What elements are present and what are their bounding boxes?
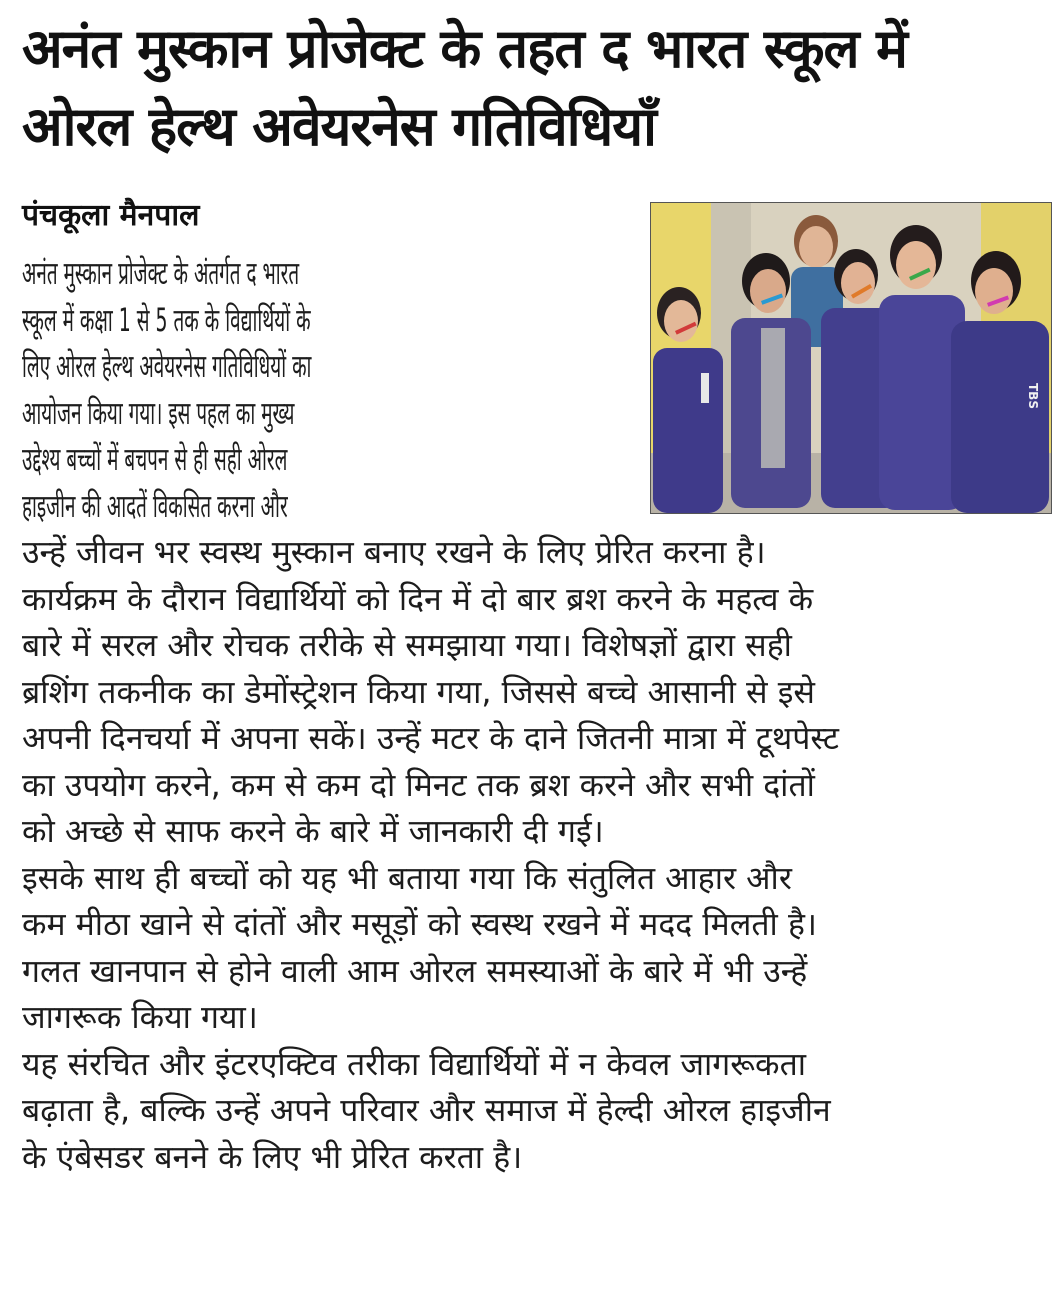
body-line: हाइजीन की आदतें विकसित करना और <box>22 486 288 525</box>
headline-line-1: अनंत मुस्कान प्रोजेक्ट के तहत द भारत स्कूल में <box>22 17 907 80</box>
body-line: इसके साथ ही बच्चों को यह भी बताया गया कि संतुलित आहार और <box>22 858 792 897</box>
body-line: ब्रशिंग तकनीक का डेमोंस्ट्रेशन किया गया, जिससे बच्चे आसानी से इसे <box>22 672 816 711</box>
body-line: अनंत मुस्कान प्रोजेक्ट के अंतर्गत द भारत <box>22 254 300 292</box>
body-line: का उपयोग करने, कम से कम दो मिनट तक ब्रश करने और सभी दांतों <box>22 765 815 804</box>
headline-line-2: ओरल हेल्थ अवेयरनेस गतिविधियाँ <box>22 95 656 158</box>
body-line: कम मीठा खाने से दांतों और मसूड़ों को स्वस्थ रखने में मदद मिलती है। <box>22 905 817 943</box>
body-line: को अच्छे से साफ करने के बारे में जानकारी दी गई। <box>22 812 604 850</box>
headline <box>22 10 1027 166</box>
body-line: बढ़ाता है, बल्कि उन्हें अपने परिवार और समाज में हेल्दी ओरल हाइजीन <box>22 1091 831 1129</box>
body-line: स्कूल में कक्षा 1 से 5 तक के विद्यार्थियों के <box>22 300 311 339</box>
body-line: लिए ओरल हेल्थ अवेयरनेस गतिविधियों का <box>22 347 312 385</box>
article-body <box>22 250 1040 1180</box>
body-line: कार्यक्रम के दौरान विद्यार्थियों को दिन में दो बार ब्रश करने के महत्व के <box>22 579 814 618</box>
body-line: के एंबेसडर बनने के लिए भी प्रेरित करता है। <box>22 1137 523 1176</box>
body-line: उद्देश्य बच्चों में बचपन से ही सही ओरल <box>22 440 288 478</box>
jacket-logo-text: TBS <box>1026 383 1040 409</box>
body-line: आयोजन किया गया। इस पहल का मुख्य <box>22 393 295 432</box>
body-line: उन्हें जीवन भर स्वस्थ मुस्कान बनाए रखने के लिए प्रेरित करना है। <box>22 533 766 571</box>
dateline: पंचकूला मैनपाल <box>22 198 200 233</box>
body-line: यह संरचित और इंटरएक्टिव तरीका विद्यार्थियों में न केवल जागरूकता <box>22 1044 807 1083</box>
body-line: अपनी दिनचर्या में अपना सकें। उन्हें मटर के दाने जितनी मात्रा में टूथपेस्ट <box>22 719 839 757</box>
body-line: गलत खानपान से होने वाली आम ओरल समस्याओं के बारे में भी उन्हें <box>22 951 808 990</box>
body-line: बारे में सरल और रोचक तरीके से समझाया गया। विशेषज्ञों द्वारा सही <box>22 626 792 664</box>
body-line: जागरूक किया गया। <box>22 998 258 1036</box>
